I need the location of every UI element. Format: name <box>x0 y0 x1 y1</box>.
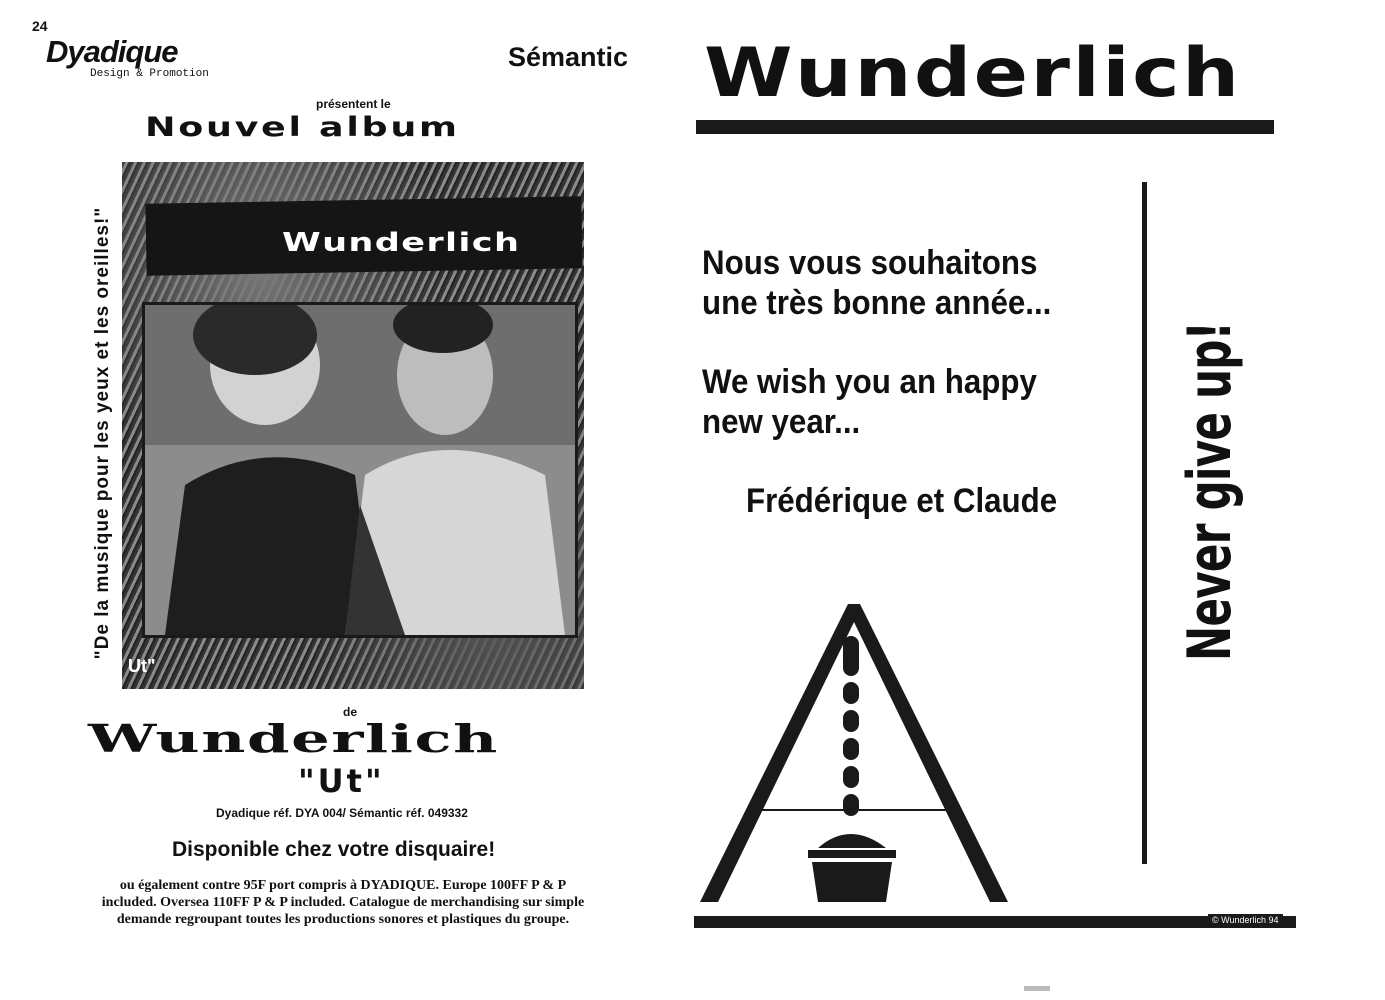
swing-chain <box>843 636 859 816</box>
never-give-up-slogan: Never give up! <box>1175 321 1245 661</box>
cover-band-name: Wunderlich <box>282 228 521 258</box>
album-heading: Nouvel album <box>145 112 460 143</box>
copyright-notice: © Wunderlich 94 <box>1208 914 1283 927</box>
vertical-rule <box>1142 182 1147 864</box>
de-label: de <box>343 705 358 719</box>
order-line: included. Oversea 110FF P & P included. Catalogue de merchandising sur simple <box>101 895 585 910</box>
scan-artifact <box>1024 986 1050 991</box>
order-info <box>40 877 646 928</box>
right-page-title: Wunderlich <box>704 34 1242 113</box>
catalog-references: Dyadique réf. DYA 004/ Sémantic réf. 049332 <box>216 806 468 820</box>
greeting-fr-line-2: une très bonne année... <box>702 284 1052 322</box>
swing-seat-bucket <box>808 834 896 902</box>
availability-text: Disponible chez votre disquaire! <box>172 838 496 861</box>
cover-caption: Ut" <box>128 656 156 676</box>
order-line: demande regroupant toutes les productions sonores et plastiques du groupe. <box>116 912 570 927</box>
presents-text: présentent le <box>316 97 391 111</box>
vertical-slogan: "De la musique pour les yeux et les oreilles!" <box>92 206 113 660</box>
artist-name: Wunderlich <box>88 716 499 761</box>
brand-tagline: Design & Promotion <box>90 68 209 80</box>
album-cover-photo <box>122 162 584 689</box>
swing-illustration <box>700 600 1010 905</box>
order-line: ou également contre 95F port compris à DYADIQUE. Europe 100FF P & P <box>119 878 567 893</box>
label-name: Sémantic <box>508 42 629 72</box>
greeting-fr-line-1: Nous vous souhaitons <box>702 244 1038 282</box>
brand-logo-text: Dyadique <box>46 34 178 69</box>
band-photo <box>142 302 578 638</box>
page-number: 24 <box>32 18 48 34</box>
bottom-rule <box>694 916 1296 928</box>
greeting-en-line-1: We wish you an happy <box>702 363 1037 401</box>
album-title: "Ut" <box>298 762 385 800</box>
signature: Frédérique et Claude <box>746 482 1058 520</box>
top-rule <box>696 120 1274 134</box>
band-photo-illustration <box>145 305 575 635</box>
greeting-en-line-2: new year... <box>702 403 861 441</box>
